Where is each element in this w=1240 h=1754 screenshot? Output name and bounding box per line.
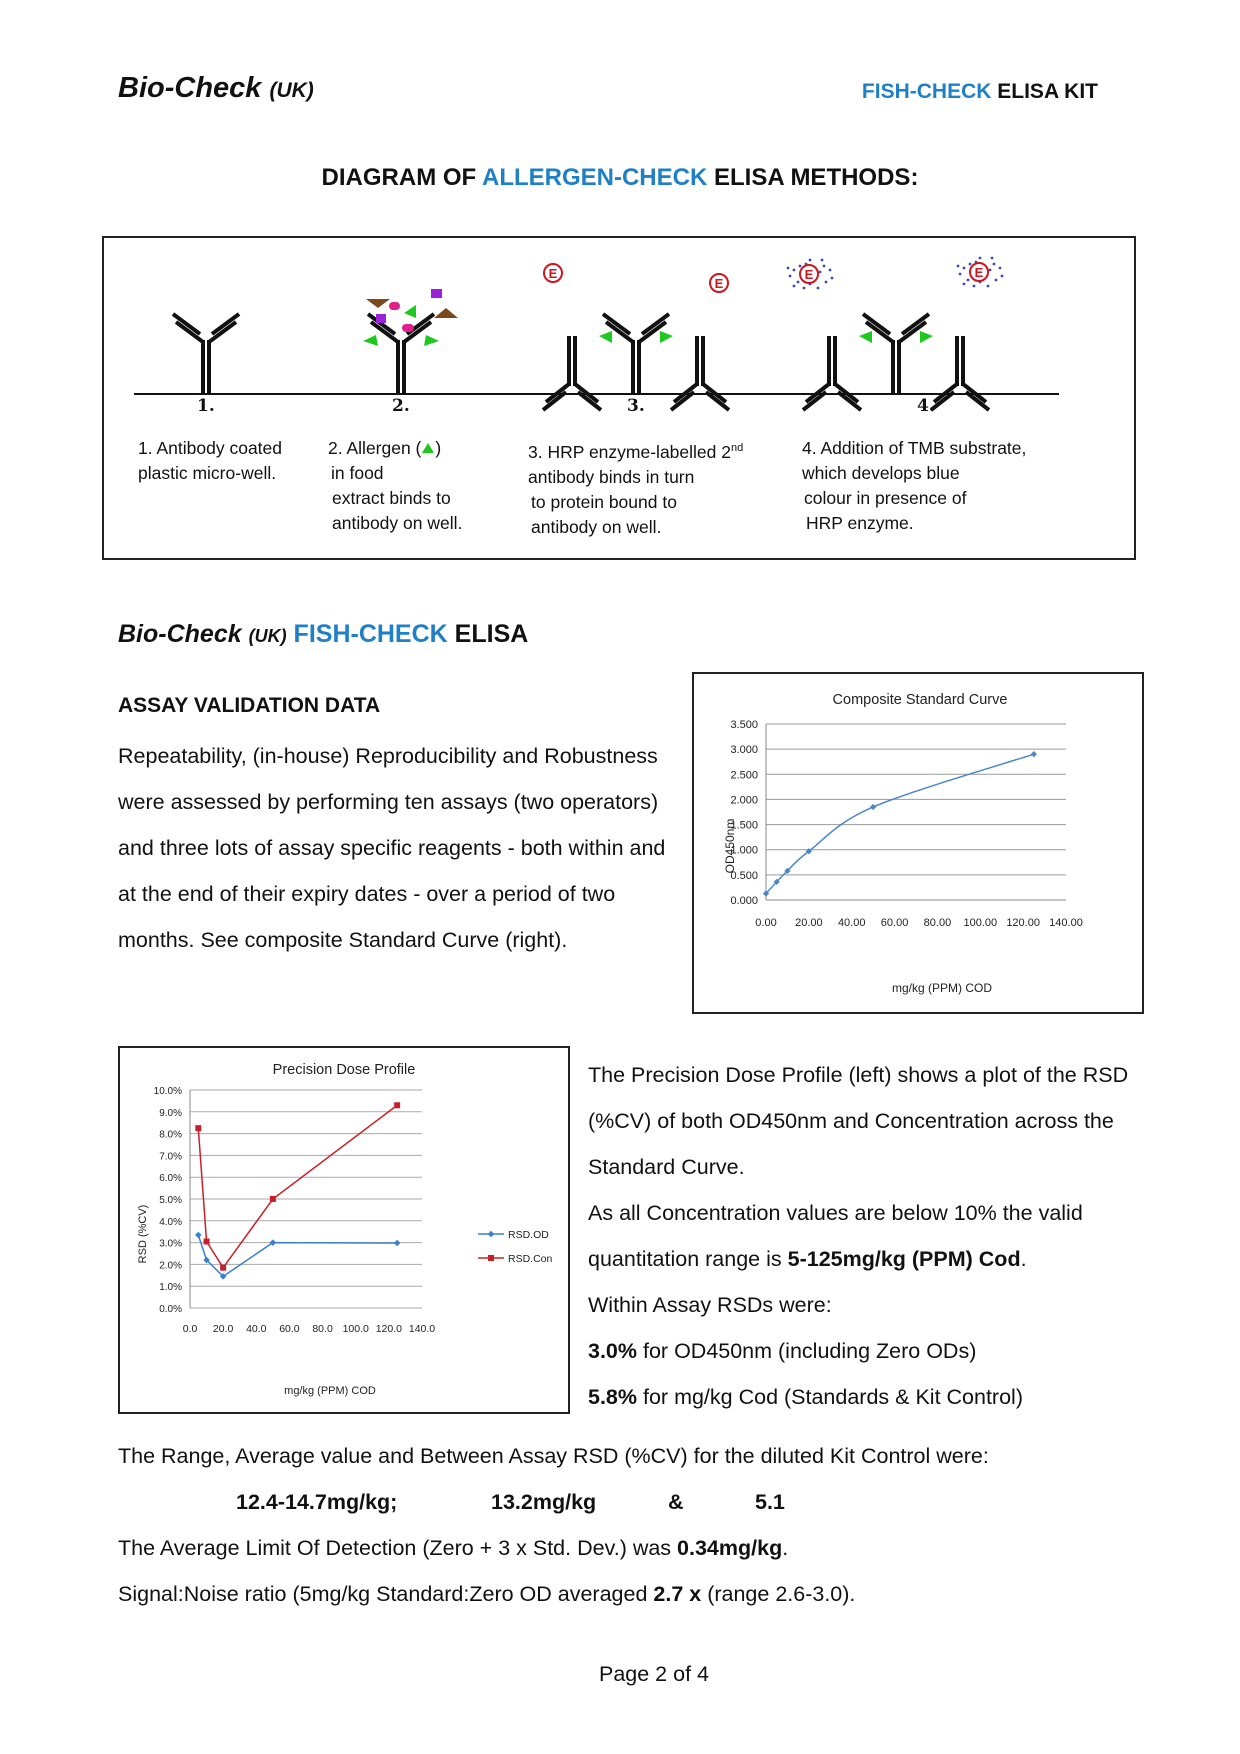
chart-ylabel: OD450nm bbox=[723, 818, 737, 874]
x-tick-label: 0.00 bbox=[755, 917, 777, 929]
y-tick-label: 8.0% bbox=[159, 1129, 182, 1141]
sn-text: Signal:Noise ratio (5mg/kg Standard:Zero OD averaged bbox=[118, 1582, 648, 1606]
caption-line bbox=[528, 436, 743, 465]
data-point bbox=[204, 1239, 210, 1245]
x-tick-label: 80.0 bbox=[312, 1323, 333, 1335]
y-tick-label: 1.000 bbox=[730, 844, 758, 857]
data-point bbox=[270, 1196, 276, 1202]
data-point bbox=[870, 804, 876, 810]
header-brand-suffix: (UK) bbox=[269, 79, 314, 102]
assay-heading: ASSAY VALIDATION DATA bbox=[118, 694, 381, 717]
precision-text bbox=[588, 1052, 1148, 1420]
kit-control-rsd: 5.1 bbox=[755, 1490, 785, 1514]
x-tick-label: 120.00 bbox=[1006, 917, 1040, 929]
x-tick-label: 140.00 bbox=[1049, 917, 1083, 929]
chart-title: Precision Dose Profile bbox=[272, 1062, 416, 1078]
lod-text: The Average Limit Of Detection (Zero + 3 x Std. Dev.) was bbox=[118, 1536, 672, 1560]
header-brand-name: Bio-Check bbox=[118, 72, 262, 104]
kit-control-ampersand: & bbox=[668, 1490, 684, 1514]
rsd-od-text: for OD450nm (including Zero ODs) bbox=[643, 1339, 977, 1363]
sn-end: (range 2.6-3.0). bbox=[707, 1582, 856, 1606]
y-tick-label: 10.0% bbox=[153, 1086, 182, 1097]
header-kit-name bbox=[862, 80, 1098, 104]
enzyme-label: E bbox=[714, 276, 724, 291]
caption-line bbox=[328, 436, 462, 461]
data-point bbox=[1031, 751, 1037, 757]
lod-end: . bbox=[782, 1536, 789, 1560]
caption-line: to protein bound to bbox=[531, 491, 677, 512]
kit-control-line: The Range, Average value and Between Assay RSD (%CV) for the diluted Kit Control were: bbox=[118, 1444, 989, 1468]
lod-line bbox=[118, 1536, 788, 1561]
x-tick-label: 140.0 bbox=[408, 1323, 436, 1335]
y-tick-label: 2.000 bbox=[730, 794, 758, 807]
data-point bbox=[394, 1102, 400, 1108]
quantitation-range: 5-125mg/kg (PPM) Cod bbox=[787, 1247, 1021, 1271]
caption-line: antibody on well. bbox=[332, 513, 463, 533]
caption-line: 1. Antibody coated bbox=[138, 438, 282, 458]
caption-line: antibody on well. bbox=[531, 516, 662, 537]
data-point bbox=[394, 1240, 401, 1247]
chart-xlabel: mg/kg (PPM) COD bbox=[284, 1385, 376, 1397]
step-number-2: 2. bbox=[392, 396, 410, 416]
signal-noise-line bbox=[118, 1582, 855, 1607]
y-tick-label: 3.0% bbox=[159, 1238, 182, 1250]
precision-line1: The Precision Dose Profile (left) shows a plot of the RSD (%CV) of both OD450nm and Concentration across the Standard Curve. bbox=[588, 1063, 1129, 1179]
caption-text: ) bbox=[435, 438, 442, 458]
x-tick-label: 60.00 bbox=[880, 917, 909, 929]
step-number-3: 3. bbox=[627, 396, 645, 416]
diagram-title-start: DIAGRAM OF bbox=[321, 164, 477, 191]
y-tick-label: 2.0% bbox=[159, 1260, 182, 1272]
y-tick-label: 0.000 bbox=[730, 895, 758, 907]
y-tick-label: 4.0% bbox=[159, 1216, 182, 1228]
y-tick-label: 0.500 bbox=[730, 869, 758, 882]
x-tick-label: 120.0 bbox=[375, 1323, 402, 1335]
rsd-conc-line bbox=[588, 1374, 1148, 1420]
caption-line: extract binds to bbox=[332, 488, 451, 508]
caption-line: HRP enzyme. bbox=[806, 513, 914, 533]
rsd-conc-value: 5.8% bbox=[588, 1385, 638, 1409]
y-tick-label: 1.500 bbox=[730, 819, 758, 832]
section-brand bbox=[118, 620, 287, 648]
y-tick-label: 6.0% bbox=[159, 1173, 182, 1185]
caption-line: which develops blue bbox=[802, 463, 960, 483]
kit-control-range: 12.4-14.7mg/kg; bbox=[236, 1490, 398, 1514]
precision-line3: Within Assay RSDs were: bbox=[588, 1293, 832, 1317]
legend-label: RSD.Con bbox=[508, 1253, 553, 1265]
header-brand bbox=[118, 72, 314, 105]
y-tick-label: 3.500 bbox=[730, 719, 758, 731]
section-kit-blue: FISH-CHECK bbox=[293, 620, 448, 648]
legend-marker bbox=[488, 1231, 495, 1238]
y-tick-label: 5.0% bbox=[159, 1195, 182, 1206]
caption-line: colour in presence of bbox=[804, 488, 967, 508]
chart-ylabel: RSD (%CV) bbox=[137, 1204, 149, 1264]
x-tick-label: 40.00 bbox=[837, 917, 866, 929]
step2-antibody-allergen bbox=[363, 289, 458, 394]
precision-line2 bbox=[588, 1190, 1148, 1282]
step-number-1: 1. bbox=[197, 396, 215, 416]
caption-line: plastic micro-well. bbox=[138, 463, 277, 483]
caption-text: 2. Allergen ( bbox=[328, 438, 422, 458]
rsd-od-line bbox=[588, 1328, 1148, 1374]
diagram-title bbox=[0, 164, 1240, 192]
lod-value: 0.34mg/kg bbox=[677, 1536, 783, 1560]
diagram-title-end: ELISA METHODS: bbox=[713, 164, 919, 191]
precision-line2-end: . bbox=[1020, 1247, 1027, 1271]
y-tick-label: 2.500 bbox=[730, 769, 758, 782]
diagram-title-blue: ALLERGEN-CHECK bbox=[481, 164, 708, 191]
section-kit-rest: ELISA bbox=[454, 620, 529, 648]
x-tick-label: 40.0 bbox=[246, 1323, 267, 1335]
caption-line: in food bbox=[331, 463, 384, 483]
x-tick-label: 20.00 bbox=[795, 917, 823, 929]
kit-control-average: 13.2mg/kg bbox=[491, 1490, 597, 1514]
section-brand-name: Bio-Check bbox=[118, 620, 242, 648]
precision-line2-start: As all Concentration values are below 10% the valid quantitation range is bbox=[588, 1201, 1083, 1271]
y-tick-label: 9.0% bbox=[159, 1107, 182, 1119]
standard-curve-svg bbox=[694, 674, 1142, 1012]
step4-caption bbox=[802, 436, 1026, 536]
sn-value: 2.7 x bbox=[653, 1582, 702, 1606]
step4-substrate bbox=[787, 257, 1004, 410]
step1-antibody bbox=[173, 314, 239, 394]
chart-title: Composite Standard Curve bbox=[832, 692, 1008, 708]
header-kit-blue: FISH-CHECK bbox=[861, 80, 992, 103]
precision-dose-svg bbox=[120, 1048, 568, 1412]
step2-caption bbox=[328, 436, 462, 536]
legend-marker bbox=[488, 1255, 494, 1261]
x-tick-label: 100.00 bbox=[963, 917, 998, 929]
standard-curve-chart bbox=[692, 672, 1144, 1014]
rsd-od-value: 3.0% bbox=[588, 1339, 638, 1363]
green-allergen-icon bbox=[421, 442, 435, 454]
data-point bbox=[220, 1265, 226, 1271]
x-tick-label: 80.00 bbox=[923, 917, 952, 929]
x-tick-label: 60.0 bbox=[279, 1323, 300, 1335]
caption-line: antibody binds in turn bbox=[528, 466, 695, 487]
step3-caption bbox=[528, 436, 743, 540]
enzyme-label: E bbox=[974, 265, 984, 280]
y-tick-label: 3.000 bbox=[730, 744, 758, 757]
step1-caption bbox=[138, 436, 282, 486]
y-tick-label: 0.0% bbox=[159, 1304, 182, 1315]
caption-line: 4. Addition of TMB substrate, bbox=[802, 438, 1027, 458]
x-tick-label: 100.0 bbox=[342, 1323, 369, 1335]
header-kit-rest: ELISA KIT bbox=[997, 80, 1098, 103]
elisa-illustration bbox=[104, 238, 1134, 418]
section-brand-suffix: (UK) bbox=[248, 626, 287, 646]
y-tick-label: 1.0% bbox=[159, 1282, 182, 1294]
data-point bbox=[195, 1125, 201, 1131]
x-tick-label: 20.0 bbox=[212, 1323, 234, 1335]
standard-curve-line bbox=[766, 754, 1034, 893]
x-tick-label: 0.0 bbox=[182, 1323, 198, 1335]
section-title bbox=[118, 620, 528, 649]
caption-superscript: nd bbox=[730, 442, 744, 454]
page-number: Page 2 of 4 bbox=[599, 1662, 709, 1686]
y-tick-label: 7.0% bbox=[159, 1151, 182, 1163]
rsd-conc-text: for mg/kg Cod (Standards & Kit Control) bbox=[643, 1385, 1023, 1409]
data-point bbox=[195, 1232, 202, 1239]
step-number-4: 4. bbox=[917, 396, 935, 416]
caption-text: 3. HRP enzyme-labelled 2 bbox=[528, 441, 731, 462]
assay-paragraph: Repeatability, (in-house) Reproducibility and Robustness were assessed by performing ten assays (two operators) and three lots of assay specific reagents - both within and at the end of their expiry dates - over a period of two months. See composite Standard Curve (right). bbox=[118, 744, 666, 952]
chart-xlabel: mg/kg (PPM) COD bbox=[891, 981, 993, 995]
legend-label: RSD.OD bbox=[508, 1229, 549, 1241]
enzyme-label: E bbox=[804, 267, 814, 282]
series-line-RSD.OD bbox=[198, 1235, 397, 1276]
precision-dose-chart bbox=[118, 1046, 570, 1414]
elisa-diagram bbox=[102, 236, 1136, 560]
enzyme-label: E bbox=[548, 266, 558, 281]
step3-hrp-antibody bbox=[543, 264, 729, 410]
